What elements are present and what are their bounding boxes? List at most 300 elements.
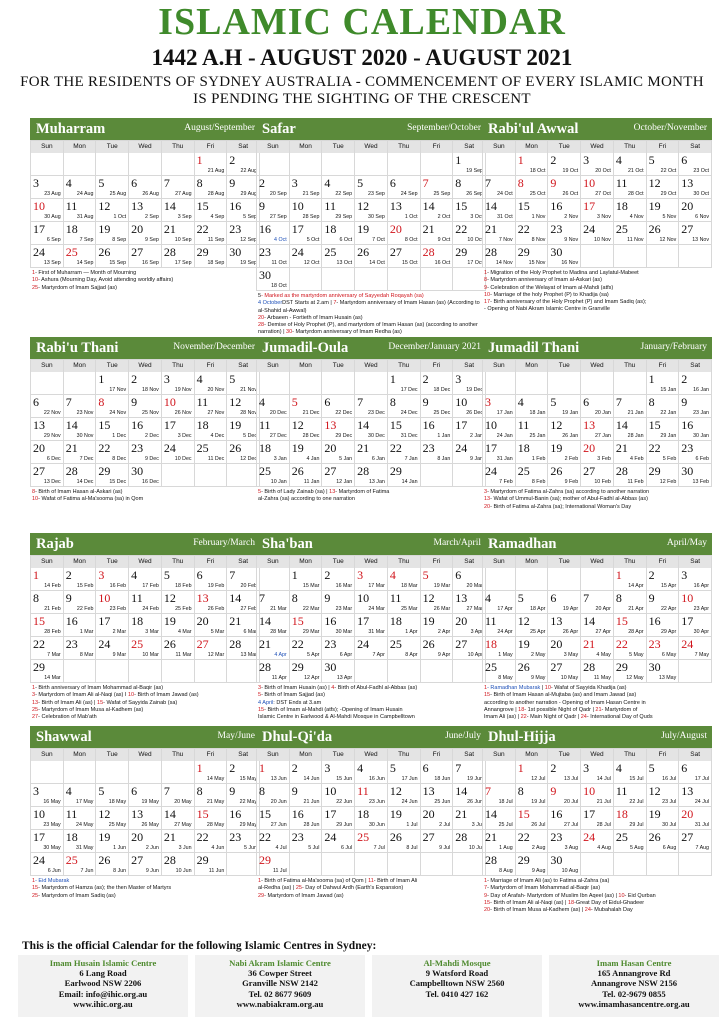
hijri-day: 17 [583,807,596,821]
day-cell [257,660,290,683]
hijri-day: 20 [422,807,435,821]
day-cell [581,222,614,245]
day-cell [257,268,290,291]
weekday-label: Sat [453,749,486,761]
event-line [258,496,484,503]
day-cell [388,614,421,637]
day-cell [129,784,162,807]
hijri-day: 8 [615,591,622,605]
day-cell [129,441,162,464]
hijri-day: 29 [648,464,661,478]
event-text: 13 [484,496,491,503]
hijri-day: 23 [65,637,78,651]
day-cell [257,784,290,807]
gregorian-date: 3 Aug [564,845,579,851]
event-text: - Birth of Imam Hasan al-Askari (as) [35,489,123,495]
day-grid [30,568,260,683]
empty-cell [257,153,290,176]
day-cell [195,176,228,199]
gregorian-date: 18 Jan [529,410,546,416]
hijri-day: 13 [389,199,402,213]
gregorian-date: 23 Aug [44,191,61,197]
hijri-day: 18 [357,807,370,821]
event-line [484,489,710,496]
gregorian-date: 13 Oct [336,260,353,266]
hijri-day: 14 [615,418,628,432]
day-cell [388,441,421,464]
day-cell [257,418,290,441]
gregorian-date: 29 Sep [335,214,353,220]
day-cell [581,830,614,853]
gregorian-date: 9 Jun [145,868,159,874]
gregorian-date: 1 Aug [499,845,513,851]
gregorian-date: 21 Mar [270,606,287,612]
day-cell [162,568,195,591]
gregorian-date: 3 Jul [471,822,483,828]
gregorian-date: 10 Jun [175,868,192,874]
hijri-day: 25 [389,637,402,651]
event-line [484,306,710,313]
day-cell [581,761,614,784]
weekday-label: Thu [388,360,421,372]
weekday-label: Wed [355,141,388,153]
centre-detail: Tel. 02 8677 9609 [248,988,312,999]
weekday-label: Wed [355,360,388,372]
weekday-label: Sat [453,556,486,568]
hijri-day: 26 [517,660,530,674]
hijri-day: 6 [455,568,462,582]
empty-cell [290,268,323,291]
day-cell [355,830,388,853]
event-notes [30,487,260,504]
hijri-day: 22 [259,830,271,844]
hijri-day: 17 [33,222,45,236]
day-cell [421,245,454,268]
hijri-day: 19 [389,807,402,821]
hijri-day: 27 [196,637,209,651]
month-panel [256,337,486,504]
event-text: 4 [331,685,335,691]
gregorian-date: 25 Nov [142,410,159,416]
gregorian-date: 15 Oct [401,260,418,266]
day-cell [679,568,712,591]
hijri-day: 23 [229,830,242,844]
gregorian-date: 25 Apr [530,629,546,635]
day-cell [548,614,581,637]
day-cell [290,568,323,591]
hijri-day: 6 [131,784,138,798]
weekday-label: Mon [516,360,549,372]
day-cell [322,222,355,245]
gregorian-date: 28 Apr [628,629,644,635]
hijri-day: 16 [131,418,144,432]
hijri-day: 13 [455,591,468,605]
day-cell [548,830,581,853]
event-text: 13 [329,489,336,495]
gregorian-date: 4 Sep [210,214,225,220]
hijri-day: 20 [33,441,45,455]
month-name: Safar [262,120,296,137]
event-notes [482,268,712,314]
hijri-day: 7 [163,176,170,190]
hijri-day: 1 [455,153,462,167]
day-cell [96,176,129,199]
weekday-label: Sat [227,141,260,153]
gregorian-date: 22 Sep [335,191,353,197]
hijri-day: 21 [485,222,497,236]
day-cell [257,830,290,853]
gregorian-date: 23 Oct [693,168,709,174]
event-line [32,893,258,900]
gregorian-date: 3 Feb [597,456,611,462]
gregorian-date: 17 May [76,799,94,805]
day-cell [647,591,680,614]
hijri-day: 23 [324,637,337,651]
day-cell [31,568,64,591]
hijri-day: 5 [98,176,105,190]
event-line [32,714,258,721]
day-cell [388,222,421,245]
hijri-day: 13 [550,614,563,628]
event-text: - Martyrdom of Imam Ali al-Naqi (as) I [35,692,128,699]
gregorian-date: 22 Dec [335,410,353,416]
day-cell [257,591,290,614]
month-panel [30,533,260,721]
day-cell [614,614,647,637]
day-cell [129,176,162,199]
gregorian-date: 1 Jul [406,822,418,828]
day-cell [355,441,388,464]
day-cell [355,395,388,418]
hijri-day: 20 [131,830,144,844]
day-cell [129,245,162,268]
event-text: according to another narration - Opening of Imam Hasan Centre in [484,699,646,706]
day-cell [162,418,195,441]
event-text: : DST Ends at 3.am [273,699,322,706]
day-cell [679,591,712,614]
month-name: Jumadil Thani [488,339,580,356]
month-panel [256,533,486,721]
gregorian-date: 20 May [174,799,192,805]
event-notes [30,683,260,721]
gregorian-date: 1 Mar [79,629,94,635]
empty-cell [31,372,64,395]
hijri-day: 29 [98,464,111,478]
event-text: 1 [484,685,488,691]
hijri-day: 19 [648,199,661,213]
empty-cell [162,660,195,683]
day-cell [290,441,323,464]
hijri-day: 4 [259,395,265,409]
day-cell [388,418,421,441]
day-cell [64,614,97,637]
event-text: - Birth of Imam Ali [373,878,418,884]
event-text: 15 [258,706,265,713]
gregorian-date: 21 May [206,799,225,805]
day-cell [96,418,129,441]
gregorian-date: 10 Sep [174,237,192,243]
hijri-day: 18 [259,441,271,455]
day-cell [195,441,228,464]
hijri-day: 3 [485,395,491,409]
month-header [30,118,260,140]
gregorian-date: 11 May [593,675,611,681]
hijri-day: 29 [196,245,209,259]
gregorian-date: 5 Nov [662,214,677,220]
day-cell [96,395,129,418]
month-name: Dhul-Qi'da [262,728,333,745]
gregorian-date: 18 Sep [207,260,225,266]
hijri-day: 1 [648,372,655,386]
empty-cell [290,153,323,176]
hijri-day: 25 [259,464,271,478]
gregorian-date: 11 Feb [627,479,644,485]
event-text: 1 [484,270,488,276]
day-cell [162,853,195,876]
day-cell [355,761,388,784]
day-cell [483,614,516,637]
weekday-label: Wed [355,749,388,761]
day-cell [64,464,97,487]
day-cell [647,637,680,660]
hijri-day: 9 [259,199,265,213]
hijri-day: 14 [163,199,176,213]
hijri-day: 22 [615,637,628,651]
day-cell [162,784,195,807]
hijri-day: 10 [485,418,497,432]
day-cell [614,441,647,464]
day-cell [129,418,162,441]
hijri-day: 15 [648,418,661,432]
event-notes [30,876,260,900]
hijri-day: 4 [65,784,72,798]
month-header [482,726,712,748]
hijri-day: 27 [389,245,402,259]
hijri-day: 28 [422,245,435,259]
hijri-day: 25 [131,637,144,651]
day-cell [679,199,712,222]
centre-detail: 6 Lang Road [79,968,127,979]
gregorian-date: 6 Jun [47,868,61,874]
hijri-day: 19 [98,830,111,844]
day-cell [516,199,549,222]
weekday-label: Mon [290,360,323,372]
day-cell [64,441,97,464]
day-cell [647,784,680,807]
gregorian-date: 3 Sep [177,214,192,220]
event-text: - Birth of Imam Ali (as) | [38,699,98,706]
empty-cell [679,853,712,876]
gregorian-date: 29 Apr [660,629,677,635]
event-text: - Celebration of the Welayat of Imam al-Mahdi (atfs) [487,284,614,291]
centre-detail: www.imamhasancentre.org.au [578,998,690,1009]
weekday-row [482,748,712,761]
hijri-day: 3 [291,176,298,190]
weekday-row [482,555,712,568]
gregorian-date: 16 Oct [434,260,451,266]
hijri-day: 20 [681,807,694,821]
gregorian-date: 19 Oct [562,168,579,174]
hijri-day: 5 [229,372,236,386]
empty-cell [581,568,614,591]
hijri-day: 24 [455,441,468,455]
hijri-day: 12 [229,395,242,409]
weekday-label: Fri [421,141,454,153]
gregorian-date: 9 Oct [437,237,451,243]
day-cell [647,464,680,487]
hijri-day: 9 [550,176,557,190]
hijri-day: 15 [291,614,304,628]
weekday-label: Thu [162,749,195,761]
empty-cell [195,660,228,683]
hijri-day: 29 [196,853,209,867]
hijri-day: 15 [517,199,530,213]
hijri-day: 7 [357,395,364,409]
hijri-day: 18 [517,441,530,455]
day-cell [679,464,712,487]
hijri-day: 15 [98,418,111,432]
day-cell [322,784,355,807]
event-line [32,700,258,707]
hijri-day: 21 [422,222,435,236]
hijri-day: 20 [583,441,596,455]
gregorian-date: 26 Jun [467,799,483,805]
hijri-day: 14 [259,614,271,628]
gregorian-date: 4 Oct [274,237,287,243]
hijri-day: 22 [648,441,661,455]
event-text: 5 [258,293,262,299]
empty-cell [614,853,647,876]
empty-cell [388,853,421,876]
hijri-day: 30 [550,853,563,867]
hijri-day: 30 [229,245,242,259]
day-cell [548,853,581,876]
day-cell [322,199,355,222]
gregorian-date: 18 Jun [434,776,451,782]
gregorian-date: 26 Apr [562,629,579,635]
weekday-label: Tue [548,749,581,761]
weekday-label: Sun [483,141,516,153]
day-cell [257,199,290,222]
gregorian-date: 2 Oct [437,214,451,220]
weekday-label: Wed [129,141,162,153]
hijri-day: 21 [259,637,271,651]
hijri-day: 23 [131,441,144,455]
hijri-day: 21 [65,441,78,455]
gregorian-date: 13 Feb [692,479,709,485]
hijri-day: 23 [550,222,563,236]
weekday-row [482,359,712,372]
gregorian-date: 10 Mar [142,652,159,658]
hijri-day: 16 [550,807,563,821]
day-cell [322,418,355,441]
gregorian-date: 23 Sep [368,191,385,197]
gregorian-date: 19 Mar [433,583,451,589]
hijri-day: 23 [648,637,661,651]
event-text: - Birth of Fatima al-Zahra (sa); International Woman's Day [490,503,632,510]
day-cell [257,395,290,418]
hijri-day: 16 [648,614,661,628]
day-cell [421,372,454,395]
hijri-day: 27 [681,222,694,236]
day-cell [96,245,129,268]
hijri-day: 25 [65,853,78,867]
gregorian-date: 11 Apr [271,675,287,681]
gregorian-date: 13 May [658,675,677,681]
hijri-day: 13 [196,591,209,605]
day-cell [581,464,614,487]
hijri-day: 29 [33,660,45,674]
month-header [256,337,486,359]
hijri-day: 24 [324,830,337,844]
empty-cell [614,372,647,395]
event-text: 3 [258,685,262,691]
day-cell [483,441,516,464]
day-cell [257,761,290,784]
weekday-label: Sun [257,749,290,761]
event-text: 15 [97,699,104,706]
day-cell [421,441,454,464]
hijri-day: 9 [648,591,655,605]
gregorian-date: 21 Aug [207,168,225,174]
day-cell [516,853,549,876]
gregorian-date: 8 Jul [406,845,418,851]
event-text: 25 [295,885,302,892]
hijri-day: 21 [583,637,596,651]
empty-cell [421,853,454,876]
gregorian-date: 28 May [206,822,225,828]
gregorian-date: 30 Oct [693,191,709,197]
event-text: 15 [32,885,39,892]
gregorian-date: 30 Sep [368,214,385,220]
weekday-label: Mon [64,556,97,568]
gregorian-date: 18 Jul [498,799,513,805]
day-cell [614,199,647,222]
gregorian-date: 8 Oct [404,237,418,243]
centre-detail: Tel. 0410 427 162 [425,988,489,999]
day-cell [548,199,581,222]
weekday-label: Tue [548,141,581,153]
gregorian-date: 12 May [626,675,644,681]
day-cell [195,418,228,441]
event-text: - Ramadhan Mubarak [487,685,541,691]
day-cell [679,441,712,464]
gregorian-date: 23 Dec [368,410,385,416]
gregorian-date: 27 Mar [466,606,483,612]
gregorian-date: 8 Nov [531,237,546,243]
event-text: 1 [32,685,36,691]
gregorian-date: 29 May [239,822,257,828]
gregorian-date: 7 May [694,652,709,658]
hijri-day: 28 [229,637,242,651]
event-line [258,893,484,900]
event-text: - Martyrdom of Fatima [335,489,390,495]
hijri-day: 20 [681,199,694,213]
gregorian-date: 16 May [43,799,61,805]
gregorian-date: 2 Dec [145,433,159,439]
gregorian-date: 9 Mar [112,652,127,658]
day-grid [482,372,712,487]
day-cell [679,153,712,176]
hijri-day: 22 [196,830,209,844]
day-cell [96,853,129,876]
hijri-day: 25 [615,222,628,236]
day-cell [581,199,614,222]
event-text: 10 [618,892,625,899]
empty-cell [355,372,388,395]
weekday-label: Mon [516,749,549,761]
weekday-label: Sun [31,141,64,153]
